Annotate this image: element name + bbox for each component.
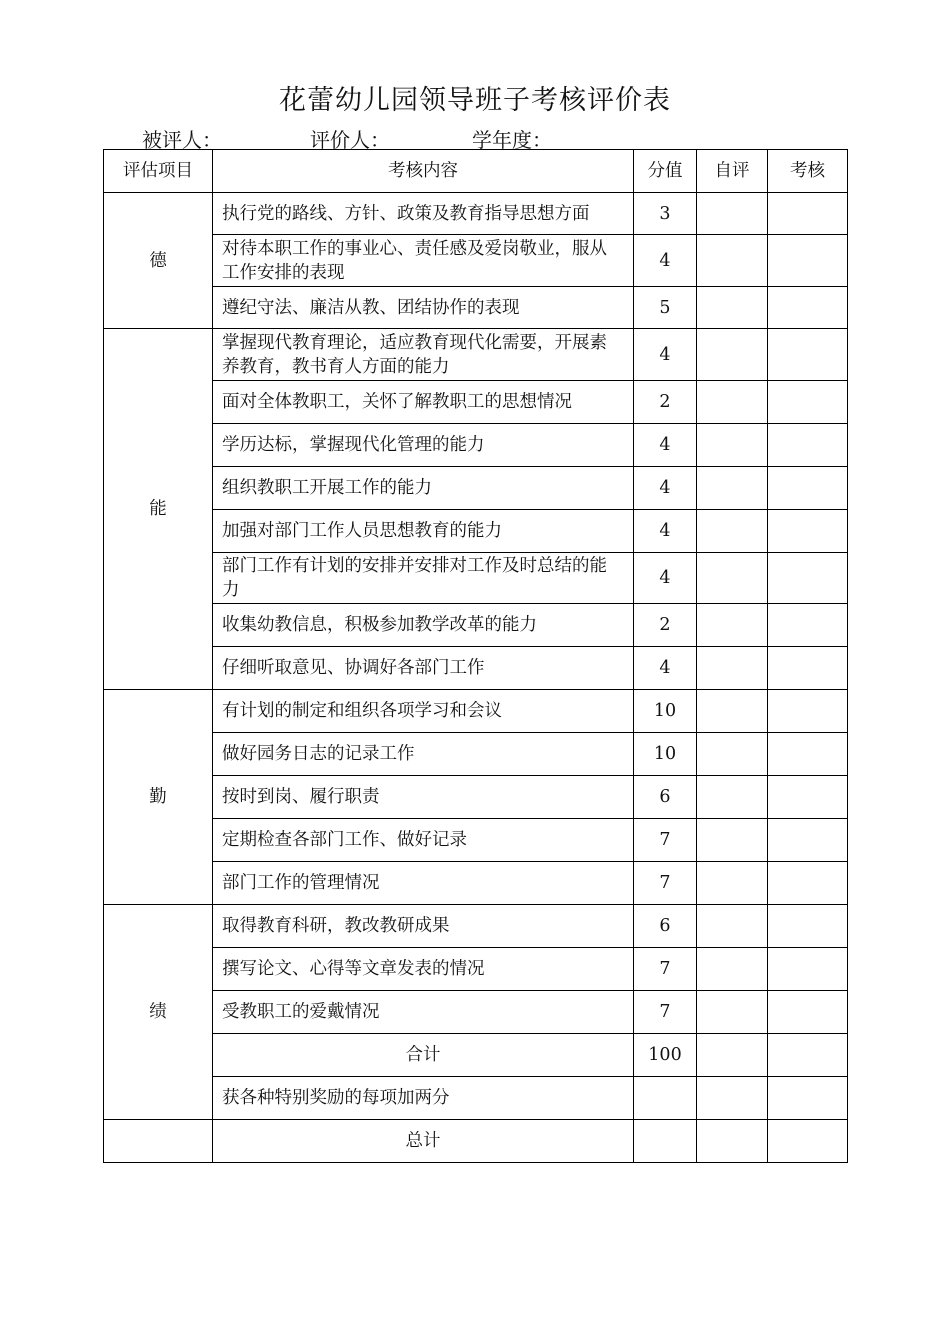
self-eval-cell[interactable] (697, 467, 768, 510)
header-self-eval: 自评 (697, 150, 768, 193)
row-content: 组织教职工开展工作的能力 (213, 467, 634, 510)
table-row (104, 553, 848, 604)
row-score: 4 (634, 235, 697, 287)
row-content: 做好园务日志的记录工作 (213, 733, 634, 776)
assessment-cell[interactable] (768, 733, 848, 776)
row-score: 4 (634, 424, 697, 467)
row-content: 受教职工的爱戴情况 (213, 991, 634, 1034)
assessment-cell[interactable] (768, 690, 848, 733)
self-eval-cell[interactable] (697, 287, 768, 329)
row-score: 2 (634, 381, 697, 424)
row-score: 10 (634, 690, 697, 733)
row-content: 定期检查各部门工作、做好记录 (213, 819, 634, 862)
assessment-cell[interactable] (768, 287, 848, 329)
table-row (104, 647, 848, 690)
evaluatee-label: 被评人： (142, 128, 222, 152)
row-score: 6 (634, 776, 697, 819)
header-score: 分值 (634, 150, 697, 193)
table-row (104, 690, 848, 733)
self-eval-cell[interactable] (697, 948, 768, 991)
table-row (104, 948, 848, 991)
row-score: 4 (634, 467, 697, 510)
assessment-cell[interactable] (768, 905, 848, 948)
total-label: 总计 (213, 1120, 634, 1163)
row-content: 对待本职工作的事业心、责任感及爱岗敬业，服从工作安排的表现 (213, 235, 634, 287)
table-row (104, 819, 848, 862)
assessment-cell[interactable] (768, 467, 848, 510)
page-title: 花蕾幼儿园领导班子考核评价表 (279, 85, 671, 116)
row-content: 按时到岗、履行职责 (213, 776, 634, 819)
row-content: 撰写论文、心得等文章发表的情况 (213, 948, 634, 991)
assessment-cell[interactable] (768, 862, 848, 905)
assessment-cell[interactable] (768, 329, 848, 381)
assessment-cell[interactable] (768, 1034, 848, 1077)
row-score: 7 (634, 862, 697, 905)
self-eval-cell[interactable] (697, 193, 768, 235)
table-row (104, 510, 848, 553)
self-eval-cell[interactable] (697, 510, 768, 553)
assessment-cell[interactable] (768, 647, 848, 690)
table-row (104, 733, 848, 776)
row-content: 部门工作的管理情况 (213, 862, 634, 905)
row-score: 7 (634, 819, 697, 862)
category-de: 德 (104, 193, 213, 329)
row-score: 2 (634, 604, 697, 647)
row-content: 部门工作有计划的安排并安排对工作及时总结的能力 (213, 553, 634, 604)
header-assessment: 考核 (768, 150, 848, 193)
table-row (104, 905, 848, 948)
table-row (104, 329, 848, 381)
row-score: 4 (634, 553, 697, 604)
assessment-cell[interactable] (768, 381, 848, 424)
self-eval-cell[interactable] (697, 553, 768, 604)
row-content: 掌握现代教育理论，适应教育现代化需要，开展素养教育，教书育人方面的能力 (213, 329, 634, 381)
self-eval-cell[interactable] (697, 381, 768, 424)
row-content: 收集幼教信息，积极参加教学改革的能力 (213, 604, 634, 647)
self-eval-cell[interactable] (697, 329, 768, 381)
row-content: 有计划的制定和组织各项学习和会议 (213, 690, 634, 733)
self-eval-cell[interactable] (697, 776, 768, 819)
bonus-score-cell[interactable] (634, 1077, 697, 1120)
row-score: 5 (634, 287, 697, 329)
table-row (104, 287, 848, 329)
total-category-cell (104, 1120, 213, 1163)
assessment-cell[interactable] (768, 1120, 848, 1163)
assessment-cell[interactable] (768, 819, 848, 862)
row-content: 取得教育科研，教改教研成果 (213, 905, 634, 948)
self-eval-cell[interactable] (697, 1077, 768, 1120)
self-eval-cell[interactable] (697, 991, 768, 1034)
assessment-cell[interactable] (768, 948, 848, 991)
bonus-row (104, 1077, 848, 1120)
bonus-content: 获各种特别奖励的每项加两分 (213, 1077, 634, 1120)
category-qin: 勤 (104, 690, 213, 905)
subtotal-score: 100 (634, 1034, 697, 1077)
row-content: 执行党的路线、方针、政策及教育指导思想方面 (213, 193, 634, 235)
assessment-cell[interactable] (768, 1077, 848, 1120)
school-year-label: 学年度： (472, 128, 552, 152)
table-row (104, 424, 848, 467)
subtotal-label: 合计 (213, 1034, 634, 1077)
self-eval-cell[interactable] (697, 1120, 768, 1163)
table-row (104, 776, 848, 819)
row-score: 4 (634, 329, 697, 381)
category-neng: 能 (104, 329, 213, 690)
self-eval-cell[interactable] (697, 733, 768, 776)
row-score: 4 (634, 510, 697, 553)
self-eval-cell[interactable] (697, 1034, 768, 1077)
assessment-cell[interactable] (768, 510, 848, 553)
row-content: 学历达标，掌握现代化管理的能力 (213, 424, 634, 467)
evaluation-table (103, 149, 848, 1163)
assessment-cell[interactable] (768, 604, 848, 647)
self-eval-cell[interactable] (697, 647, 768, 690)
row-score: 10 (634, 733, 697, 776)
table-row (104, 235, 848, 287)
row-content: 加强对部门工作人员思想教育的能力 (213, 510, 634, 553)
assessment-cell[interactable] (768, 424, 848, 467)
assessment-cell[interactable] (768, 776, 848, 819)
total-row (104, 1120, 848, 1163)
evaluator-label: 评价人： (310, 128, 390, 152)
self-eval-cell[interactable] (697, 905, 768, 948)
row-score: 7 (634, 991, 697, 1034)
self-eval-cell[interactable] (697, 690, 768, 733)
row-score: 6 (634, 905, 697, 948)
table-row (104, 381, 848, 424)
self-eval-cell[interactable] (697, 819, 768, 862)
category-ji: 绩 (104, 905, 213, 1120)
table-row (104, 862, 848, 905)
row-score: 3 (634, 193, 697, 235)
table-row (104, 193, 848, 235)
table-row (104, 467, 848, 510)
self-eval-cell[interactable] (697, 604, 768, 647)
header-content: 考核内容 (213, 150, 634, 193)
table-row (104, 604, 848, 647)
row-content: 仔细听取意见、协调好各部门工作 (213, 647, 634, 690)
table-row (104, 991, 848, 1034)
row-content: 面对全体教职工，关怀了解教职工的思想情况 (213, 381, 634, 424)
assessment-cell[interactable] (768, 991, 848, 1034)
row-content: 遵纪守法、廉洁从教、团结协作的表现 (213, 287, 634, 329)
table-header-row (104, 150, 848, 193)
subtotal-row (104, 1034, 848, 1077)
assessment-cell[interactable] (768, 193, 848, 235)
row-score: 7 (634, 948, 697, 991)
self-eval-cell[interactable] (697, 235, 768, 287)
self-eval-cell[interactable] (697, 862, 768, 905)
self-eval-cell[interactable] (697, 424, 768, 467)
total-score-cell[interactable] (634, 1120, 697, 1163)
row-score: 4 (634, 647, 697, 690)
header-category: 评估项目 (104, 150, 213, 193)
assessment-cell[interactable] (768, 235, 848, 287)
assessment-cell[interactable] (768, 553, 848, 604)
